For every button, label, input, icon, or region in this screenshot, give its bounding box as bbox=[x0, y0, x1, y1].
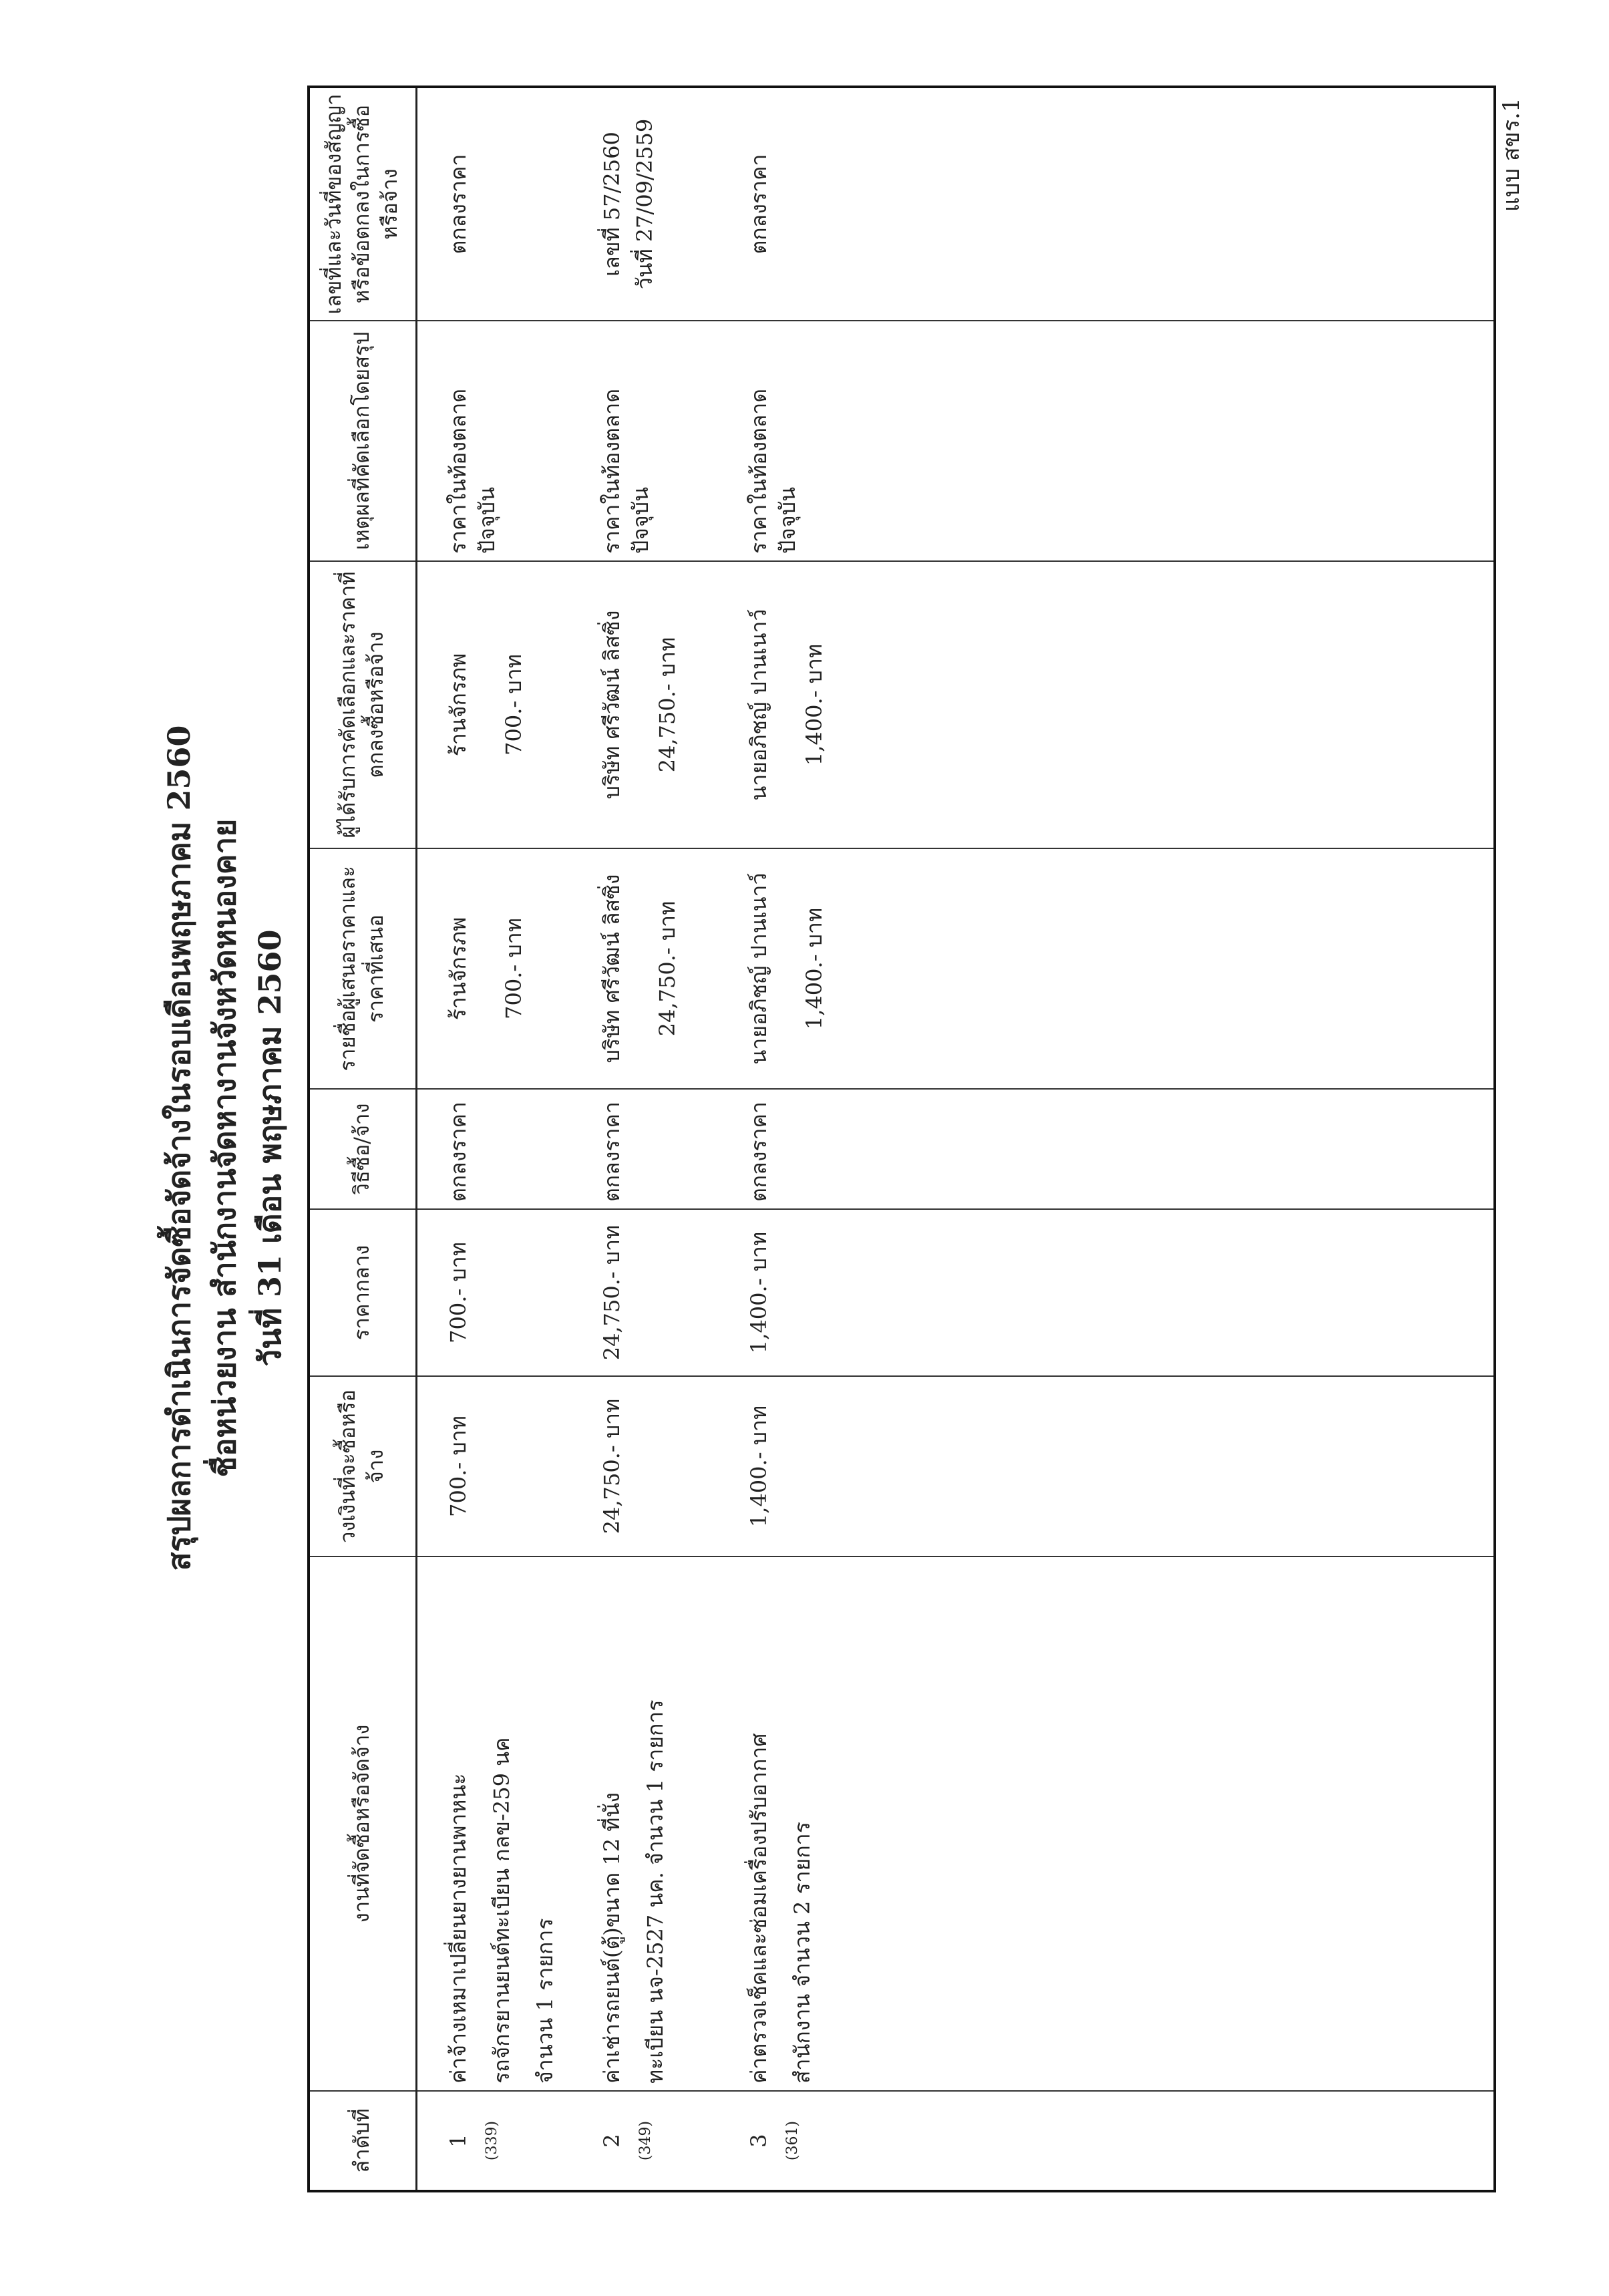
contract-cell bbox=[598, 87, 745, 321]
contract-cell bbox=[417, 87, 598, 321]
form-code: แบบ สขร.1 bbox=[1498, 98, 1525, 212]
winner-price: 700.- บาท bbox=[501, 654, 527, 756]
row-number-cell bbox=[598, 2091, 745, 2191]
row-ref: (361) bbox=[784, 2120, 801, 2161]
winner-price: 24,750.- บาท bbox=[655, 637, 681, 773]
col-header-contract: เลขที่และวันที่ของสัญญาหรือข้อตกลงในการซื้อหรือจ้าง bbox=[309, 87, 417, 321]
report-title: สรุปผลการดำเนินการจัดซื้อจัดจ้างในรอบเดือนพฤษภาคม 2560 bbox=[161, 725, 197, 1571]
table-row bbox=[417, 87, 598, 2191]
row-ref: (339) bbox=[484, 2120, 501, 2161]
col-header-reason: เหตุผลที่คัดเลือกโดยสรุป bbox=[309, 321, 417, 561]
offer-price: 700.- บาท bbox=[501, 918, 527, 1019]
task-line: ทะเบียน นจ-2527 นค. จำนวน 1 รายการ bbox=[643, 1699, 669, 2084]
amount-cell: 24,750.- บาท bbox=[598, 1376, 745, 1556]
row-number: 3 bbox=[746, 2134, 771, 2148]
task-line: รถจักรยานยนต์ทะเบียน กลข-259 นค bbox=[489, 1737, 515, 2084]
winner-price: 1,400.- บาท bbox=[801, 643, 828, 766]
offer-name: บริษัท ศรีวัฒน์ ลิสซิ่ง bbox=[599, 874, 624, 1063]
offer-name: ร้านจักรภพ bbox=[445, 917, 471, 1021]
row-number: 1 bbox=[445, 2134, 471, 2148]
offer-name: นายอภิชญ์ ปานเนาว์ bbox=[746, 872, 771, 1065]
report-date: วันที่ 31 เดือน พฤษภาคม 2560 bbox=[252, 929, 288, 1367]
agency-name: ชื่อหน่วยงาน สำนักงานจัดหางานจังหวัดหนองคาย bbox=[206, 818, 242, 1478]
row-number-cell bbox=[745, 2091, 898, 2191]
reason-cell: ราคาในท้องตลาดปัจจุบัน bbox=[745, 321, 898, 561]
task-line: ค่าเช่ารถยนต์(ตู้)ขนาด 12 ที่นั่ง bbox=[599, 1792, 624, 2084]
table-filler-row bbox=[898, 87, 1495, 2191]
table-row bbox=[598, 87, 745, 2191]
col-header-winner: ผู้ได้รับการคัดเลือกและราคาที่ตกลงซื้อหรือจ้าง bbox=[309, 561, 417, 848]
task-cell bbox=[417, 1556, 598, 2091]
median-price-cell: 24,750.- บาท bbox=[598, 1209, 745, 1376]
contract-cell bbox=[745, 87, 898, 321]
task-line: จำนวน 1 รายการ bbox=[532, 1918, 558, 2084]
col-header-no: ลำดับที่ bbox=[309, 2091, 417, 2191]
winner-cell bbox=[598, 561, 745, 848]
contract-line: เลขที่ 57/2560 bbox=[599, 132, 624, 277]
contract-line: ตกลงราคา bbox=[746, 154, 771, 255]
method-cell: ตกลงราคา bbox=[598, 1089, 745, 1209]
task-cell bbox=[598, 1556, 745, 2091]
winner-cell bbox=[417, 561, 598, 848]
task-line: ค่าจ้างเหมาเปลี่ยนยางยานพาหนะ bbox=[445, 1773, 471, 2084]
table-header-row bbox=[309, 87, 417, 2191]
method-cell: ตกลงราคา bbox=[745, 1089, 898, 1209]
task-line: สำนักงาน จำนวน 2 รายการ bbox=[789, 1822, 816, 2084]
col-header-amount: วงเงินที่จะซื้อหรือจ้าง bbox=[309, 1376, 417, 1556]
row-number-cell bbox=[417, 2091, 598, 2191]
col-header-method: วิธีซื้อ/จ้าง bbox=[309, 1089, 417, 1209]
task-cell bbox=[745, 1556, 898, 2091]
col-header-task: งานที่จัดซื้อหรือจัดจ้าง bbox=[309, 1556, 417, 2091]
task-line: ค่าตรวจเช็คและซ่อมเครื่องปรับอากาศ bbox=[746, 1733, 771, 2084]
median-price-cell: 1,400.- บาท bbox=[745, 1209, 898, 1376]
procurement-table bbox=[307, 86, 1496, 2192]
col-header-median: ราคากลาง bbox=[309, 1209, 417, 1376]
table-row bbox=[745, 87, 898, 2191]
offers-cell bbox=[598, 848, 745, 1089]
row-ref: (349) bbox=[637, 2120, 655, 2161]
winner-name: บริษัท ศรีวัฒน์ ลิสซิ่ง bbox=[599, 610, 624, 800]
reason-cell: ราคาในท้องตลาดปัจจุบัน bbox=[417, 321, 598, 561]
offer-price: 1,400.- บาท bbox=[801, 907, 828, 1030]
amount-cell: 700.- บาท bbox=[417, 1376, 598, 1556]
amount-cell: 1,400.- บาท bbox=[745, 1376, 898, 1556]
row-number: 2 bbox=[599, 2134, 624, 2148]
winner-cell bbox=[745, 561, 898, 848]
median-price-cell: 700.- บาท bbox=[417, 1209, 598, 1376]
offers-cell bbox=[745, 848, 898, 1089]
contract-line: วันที่ 27/09/2559 bbox=[632, 118, 658, 290]
winner-name: นายอภิชญ์ ปานเนาว์ bbox=[746, 609, 771, 801]
offers-cell bbox=[417, 848, 598, 1089]
winner-name: ร้านจักรภพ bbox=[445, 653, 471, 757]
col-header-offers: รายชื่อผู้เสนอราคาและราคาที่เสนอ bbox=[309, 848, 417, 1089]
offer-price: 24,750.- บาท bbox=[655, 900, 681, 1037]
method-cell: ตกลงราคา bbox=[417, 1089, 598, 1209]
contract-line: ตกลงราคา bbox=[445, 154, 471, 255]
reason-cell: ราคาในท้องตลาดปัจจุบัน bbox=[598, 321, 745, 561]
